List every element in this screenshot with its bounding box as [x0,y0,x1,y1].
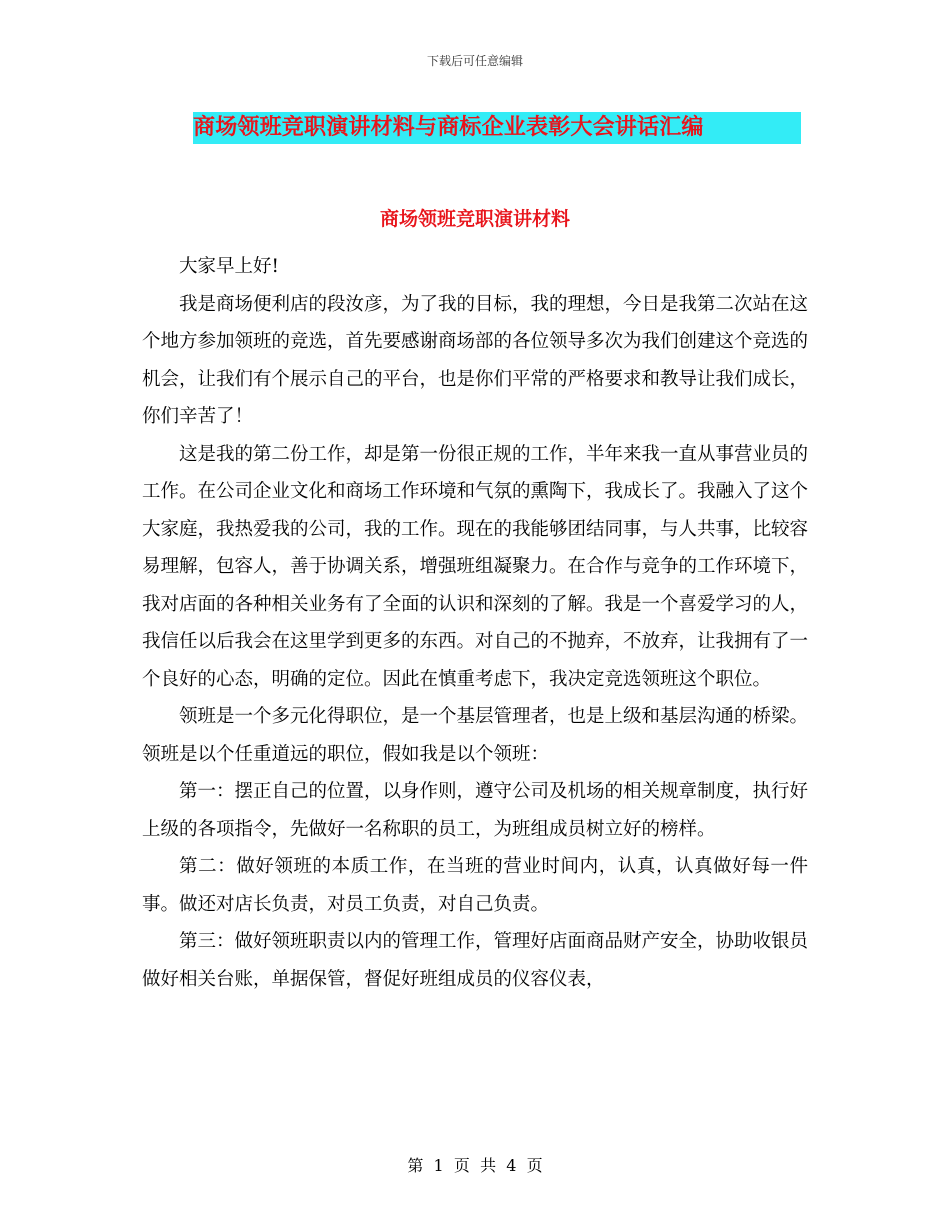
page-number: 第 1 页 共 4 页 [407,1156,543,1175]
paragraph-greeting: 大家早上好! [179,256,279,277]
section-title: 商场领班竞职演讲材料 [379,208,570,230]
header-note: 下载后可任意编辑 [426,54,523,68]
document-body [142,248,808,998]
paragraph-experience: 这是我的第二份工作，却是第一份很正规的工作，半年来我一直从事营业员的工作。在公司企业文化和商场工作环境和气氛的熏陶下，我成长了。我融入了这个大家庭，我热爱我的公司，我的工作。现在的我能够团结同事，与人共事，比较容易理解，包容人，善于协调关系，增强班组凝聚力。在合作与竞争的工作环境下，我对店面的各种相关业务有了全面的认识和深刻的了解。我是一个喜爱学习的人，我信任以后我会在这里学到更多的东西。对自己的不抛弃，不放弃，让我拥有了一个良好的心态，明确的定位。因此在慎重考虑下，我决定竞选领班这个职位。 [142,443,809,690]
paragraph-point-one: 第一：摆正自己的位置，以身作则，遵守公司及机场的相关规章制度，执行好上级的各项指令，先做好一名称职的员工，为班组成员树立好的榜样。 [142,781,809,840]
paragraph-role-description: 领班是一个多元化得职位，是一个基层管理者，也是上级和基层沟通的桥梁。领班是以个任重道远的职位，假如我是以个领班： [142,706,809,765]
paragraph-introduction: 我是商场便利店的段汝彦，为了我的目标，我的理想，今日是我第二次站在这个地方参加领班的竞选，首先要感谢商场部的各位领导多次为我们创建这个竞选的机会，让我们有个展示自己的平台，也是你们平常的严格要求和教导让我们成长，你们辛苦了！ [142,293,809,427]
document-title: 商场领班竞职演讲材料与商标企业表彰大会讲话汇编 [193,112,801,144]
paragraph-point-two: 第二：做好领班的本质工作，在当班的营业时间内，认真，认真做好每一件事。做还对店长负责，对员工负责，对自己负责。 [142,856,808,915]
paragraph-point-three: 第三：做好领班职责以内的管理工作，管理好店面商品财产安全，协助收银员做好相关台账，单据保管，督促好班组成员的仪容仪表， [142,931,809,990]
